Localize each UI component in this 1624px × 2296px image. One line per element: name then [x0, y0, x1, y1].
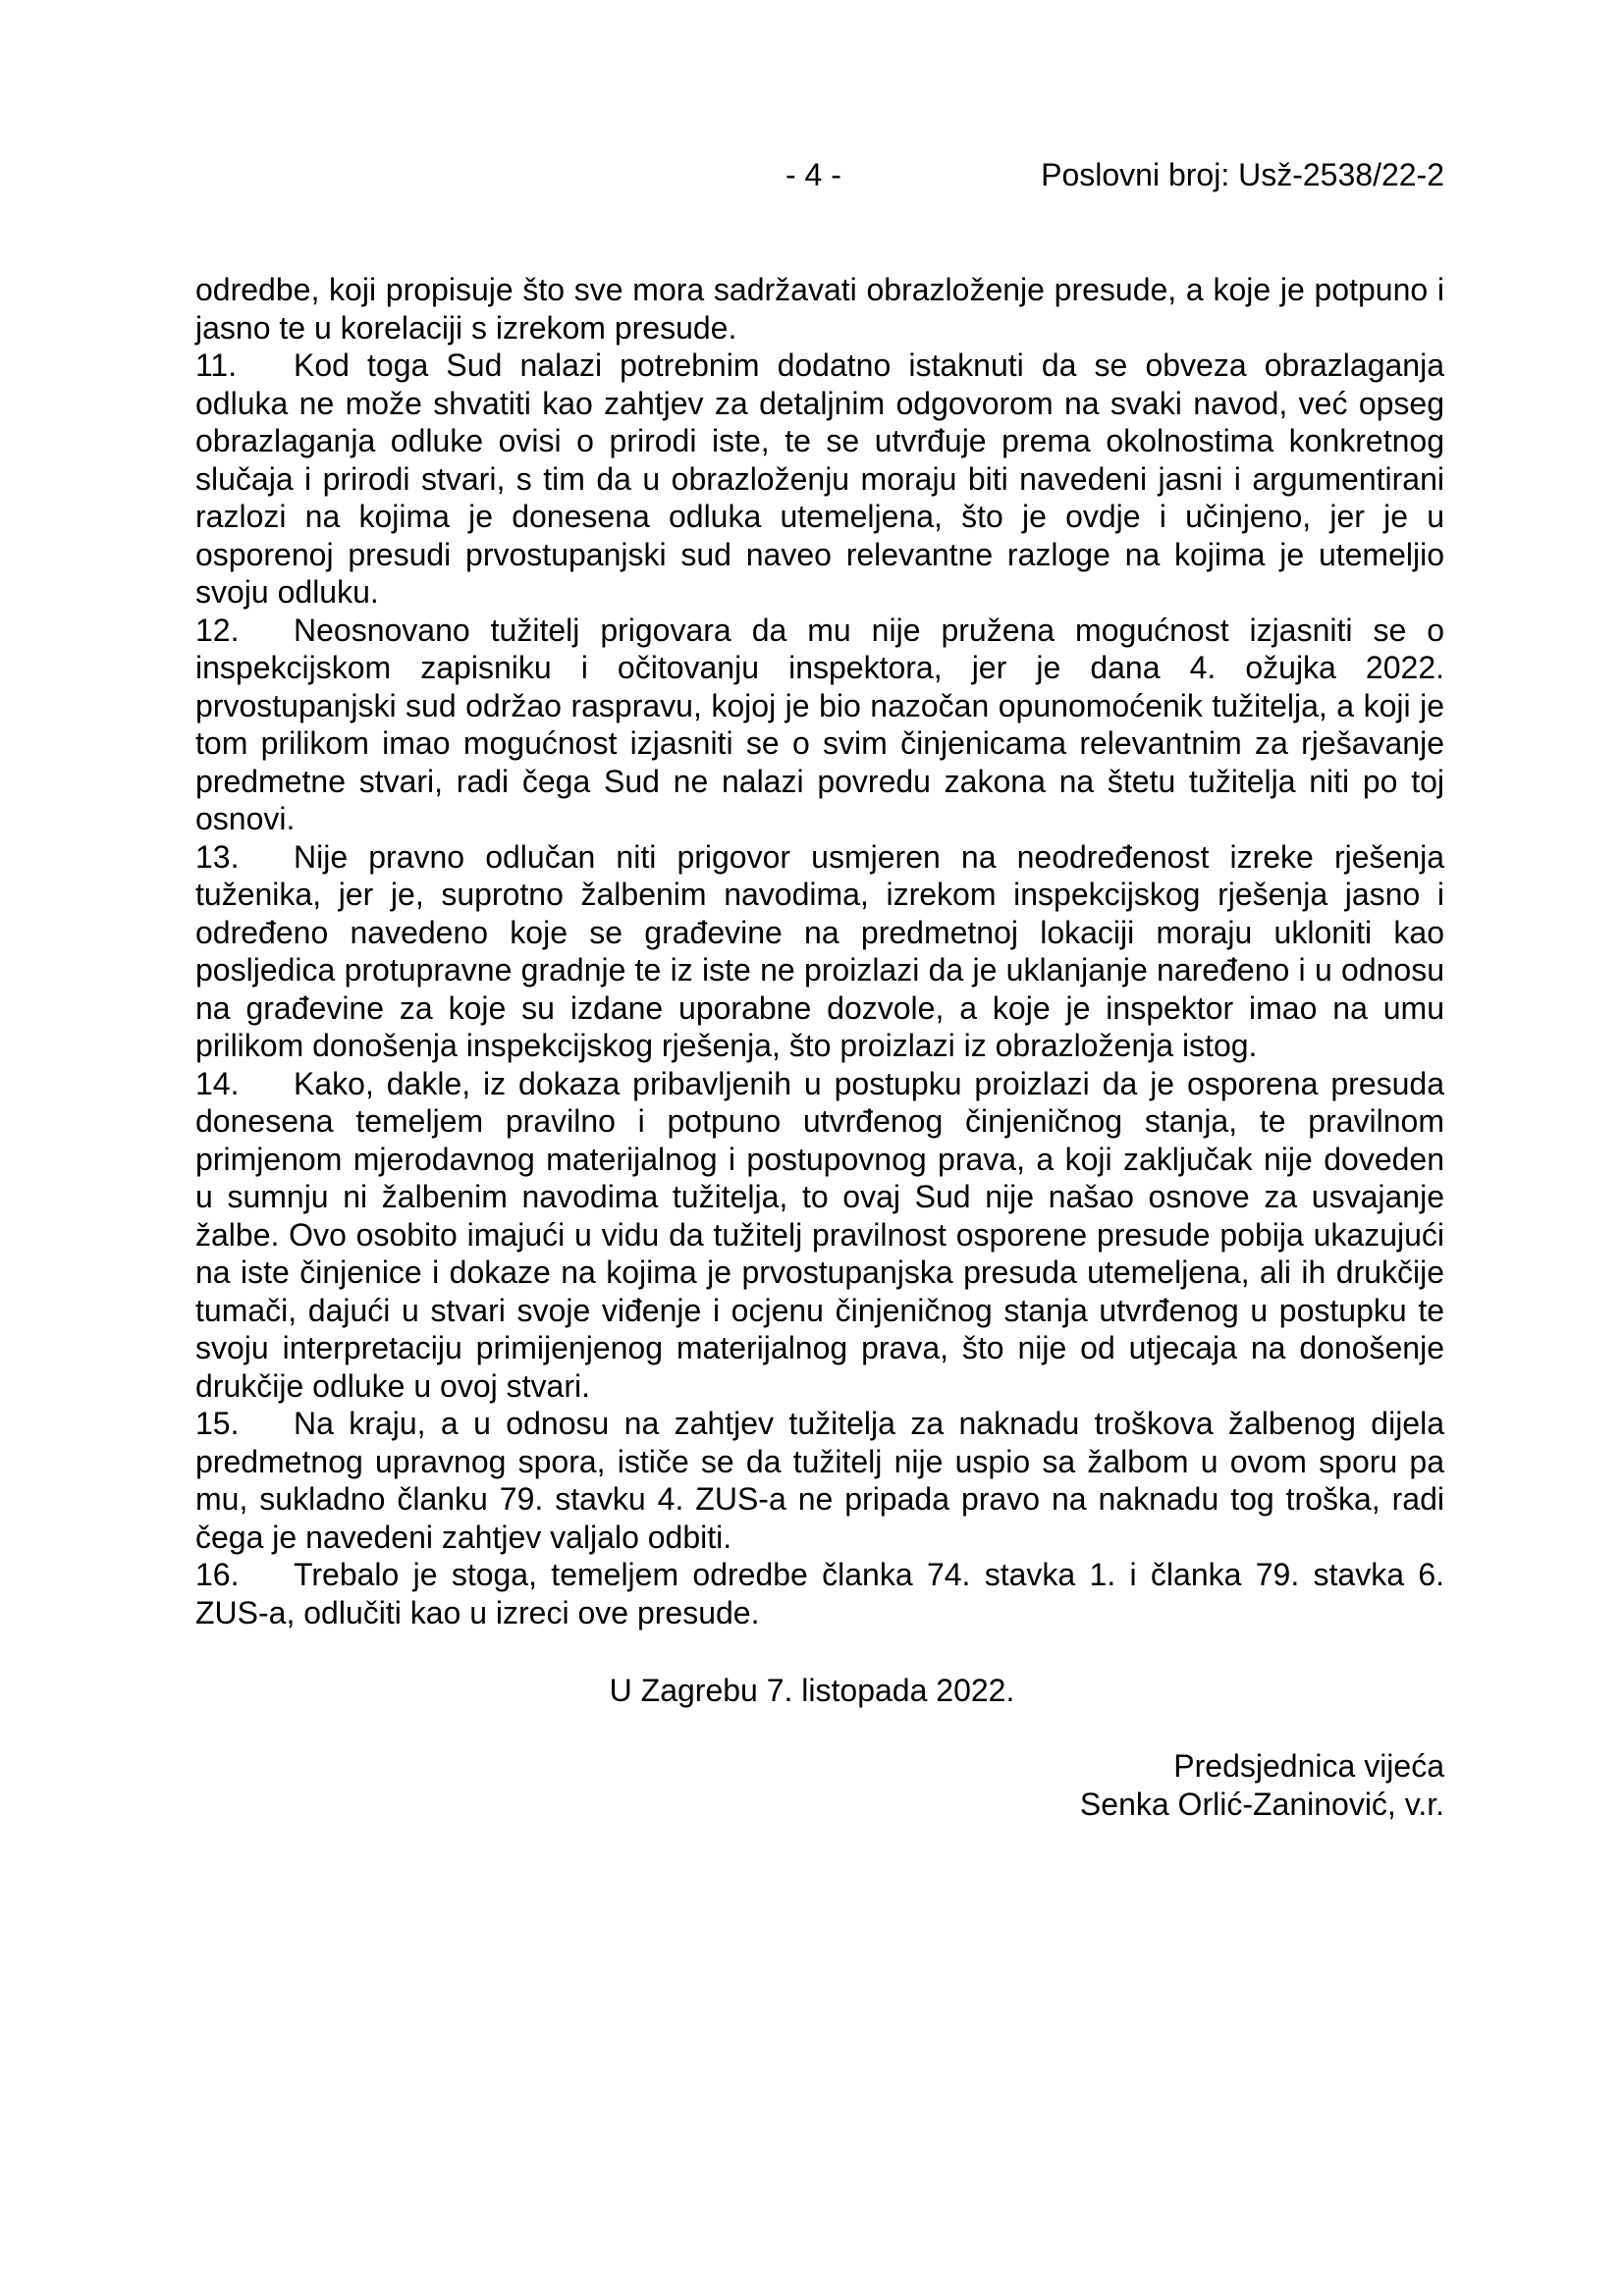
- paragraph-continuation: [195, 271, 1444, 347]
- paragraph-text: Na kraju, a u odnosu na zahtjev tužitelja za naknadu troškova žalbenog dijela predmetnog upravnog spora, ističe se da tužitelj nije uspio sa žalbom u ovom sporu pa mu, sukladno članku 79. stavku 4. ZUS-a ne pripada pravo na naknadu tog troška, radi čega je navedeni zahtjev valjalo odbiti.: [195, 1406, 1444, 1555]
- signature-title: Predsjednica vijeća: [1173, 1748, 1444, 1784]
- paragraph-number: 15.: [195, 1406, 240, 1441]
- paragraph-text: Neosnovano tužitelj prigovara da mu nije pružena mogućnost izjasniti se o inspekcijskom zapisniku i očitovanju inspektora, jer je dana 4. ožujka 2022. prvostupanjski sud održao raspravu, kojoj je bio nazočan opunomoćenik tužitelja, a koji je tom prilikom imao mogućnost izjasniti se o svim činjenicama relevantnim za rješavanje predmetne stvari, radi čega Sud ne nalazi povredu zakona na štetu tužitelja niti po toj osnovi.: [195, 612, 1444, 836]
- document-body: [195, 271, 1444, 1631]
- paragraph-text: Kako, dakle, iz dokaza pribavljenih u postupku proizlazi da je osporena presuda donesena temeljem pravilno i potpuno utvrđenog činjeničnog stanja, te pravilnom primjenom mjerodavnog materijalnog i postupovnog prava, a koji zaključak nije doveden u sumnju ni žalbenim navodima tužitelja, to ovaj Sud nije našao osnove za usvajanje žalbe. Ovo osobito imajući u vidu da tužitelj pravilnost osporene presude pobija ukazujući na iste činjenice i dokaze na kojima je prvostupanjska presuda utemeljena, ali ih drukčije tumači, dajući u stvari svoje viđenje i ocjenu činjeničnog stanja utvrđenog u postupku te svoju interpretaciju primijenjenog materijalnog prava, što nije od utjecaja na donošenje drukčije odluke u ovoj stvari.: [195, 1065, 1444, 1404]
- signature-name: Senka Orlić-Zaninović, v.r.: [1079, 1787, 1444, 1822]
- paragraph-number: 12.: [195, 612, 240, 648]
- page-number: - 4 -: [785, 157, 841, 192]
- paragraph-12: [195, 612, 1444, 838]
- paragraph-number: 16.: [195, 1557, 240, 1592]
- paragraph-text: Kod toga Sud nalazi potrebnim dodatno istaknuti da se obveza obrazlaganja odluka ne može shvatiti kao zahtjev za detaljnim odgovorom na svaki navod, već opseg obrazlaganja odluke ovisi o prirodi iste, te se utvrđuje prema okolnostima konkretnog slučaja i prirodi stvari, s tim da u obrazloženju moraju biti navedeni jasni i argumentirani razlozi na kojima je donesena odluka utemeljena, što je ovdje i učinjeno, jer je u osporenoj presudi prvostupanjski sud naveo relevantne razloge na kojima je utemeljio svoju odluku.: [195, 347, 1444, 610]
- paragraph-number: 11.: [195, 347, 238, 383]
- paragraph-11: [195, 347, 1444, 612]
- paragraph-15: [195, 1405, 1444, 1556]
- case-number: Poslovni broj: Usž-2538/22-2: [1041, 157, 1444, 192]
- signature-block: [1080, 1747, 1444, 1824]
- paragraph-16: [195, 1556, 1444, 1631]
- paragraph-number: 13.: [195, 838, 240, 875]
- paragraph-number: 14.: [195, 1065, 240, 1101]
- paragraph-14: [195, 1065, 1444, 1406]
- paragraph-13: [195, 838, 1444, 1065]
- paragraph-text: odredbe, koji propisuje što sve mora sadržavati obrazloženje presude, a koje je potpuno i jasno te u korelaciji s izrekom presude.: [195, 272, 1444, 346]
- paragraph-text: Nije pravno odlučan niti prigovor usmjeren na neodređenost izreke rješenja tuženika, jer je, suprotno žalbenim navodima, izrekom inspekcijskog rješenja jasno i određeno navedeno koje se građevine na predmetnoj lokaciji moraju ukloniti kao posljedica protupravne gradnje te iz iste ne proizlazi da je uklanjanje naređeno i u odnosu na građevine za koje su izdane uporabne dozvole, a koje je inspektor imao na umu prilikom donošenja inspekcijskog rješenja, što proizlazi iz obrazloženja istog.: [195, 838, 1444, 1063]
- place-date: U Zagrebu 7. listopada 2022.: [609, 1673, 1015, 1708]
- paragraph-text: Trebalo je stoga, temeljem odredbe članka 74. stavka 1. i članka 79. stavka 6. ZUS-a, odlučiti kao u izreci ove presude.: [195, 1557, 1444, 1630]
